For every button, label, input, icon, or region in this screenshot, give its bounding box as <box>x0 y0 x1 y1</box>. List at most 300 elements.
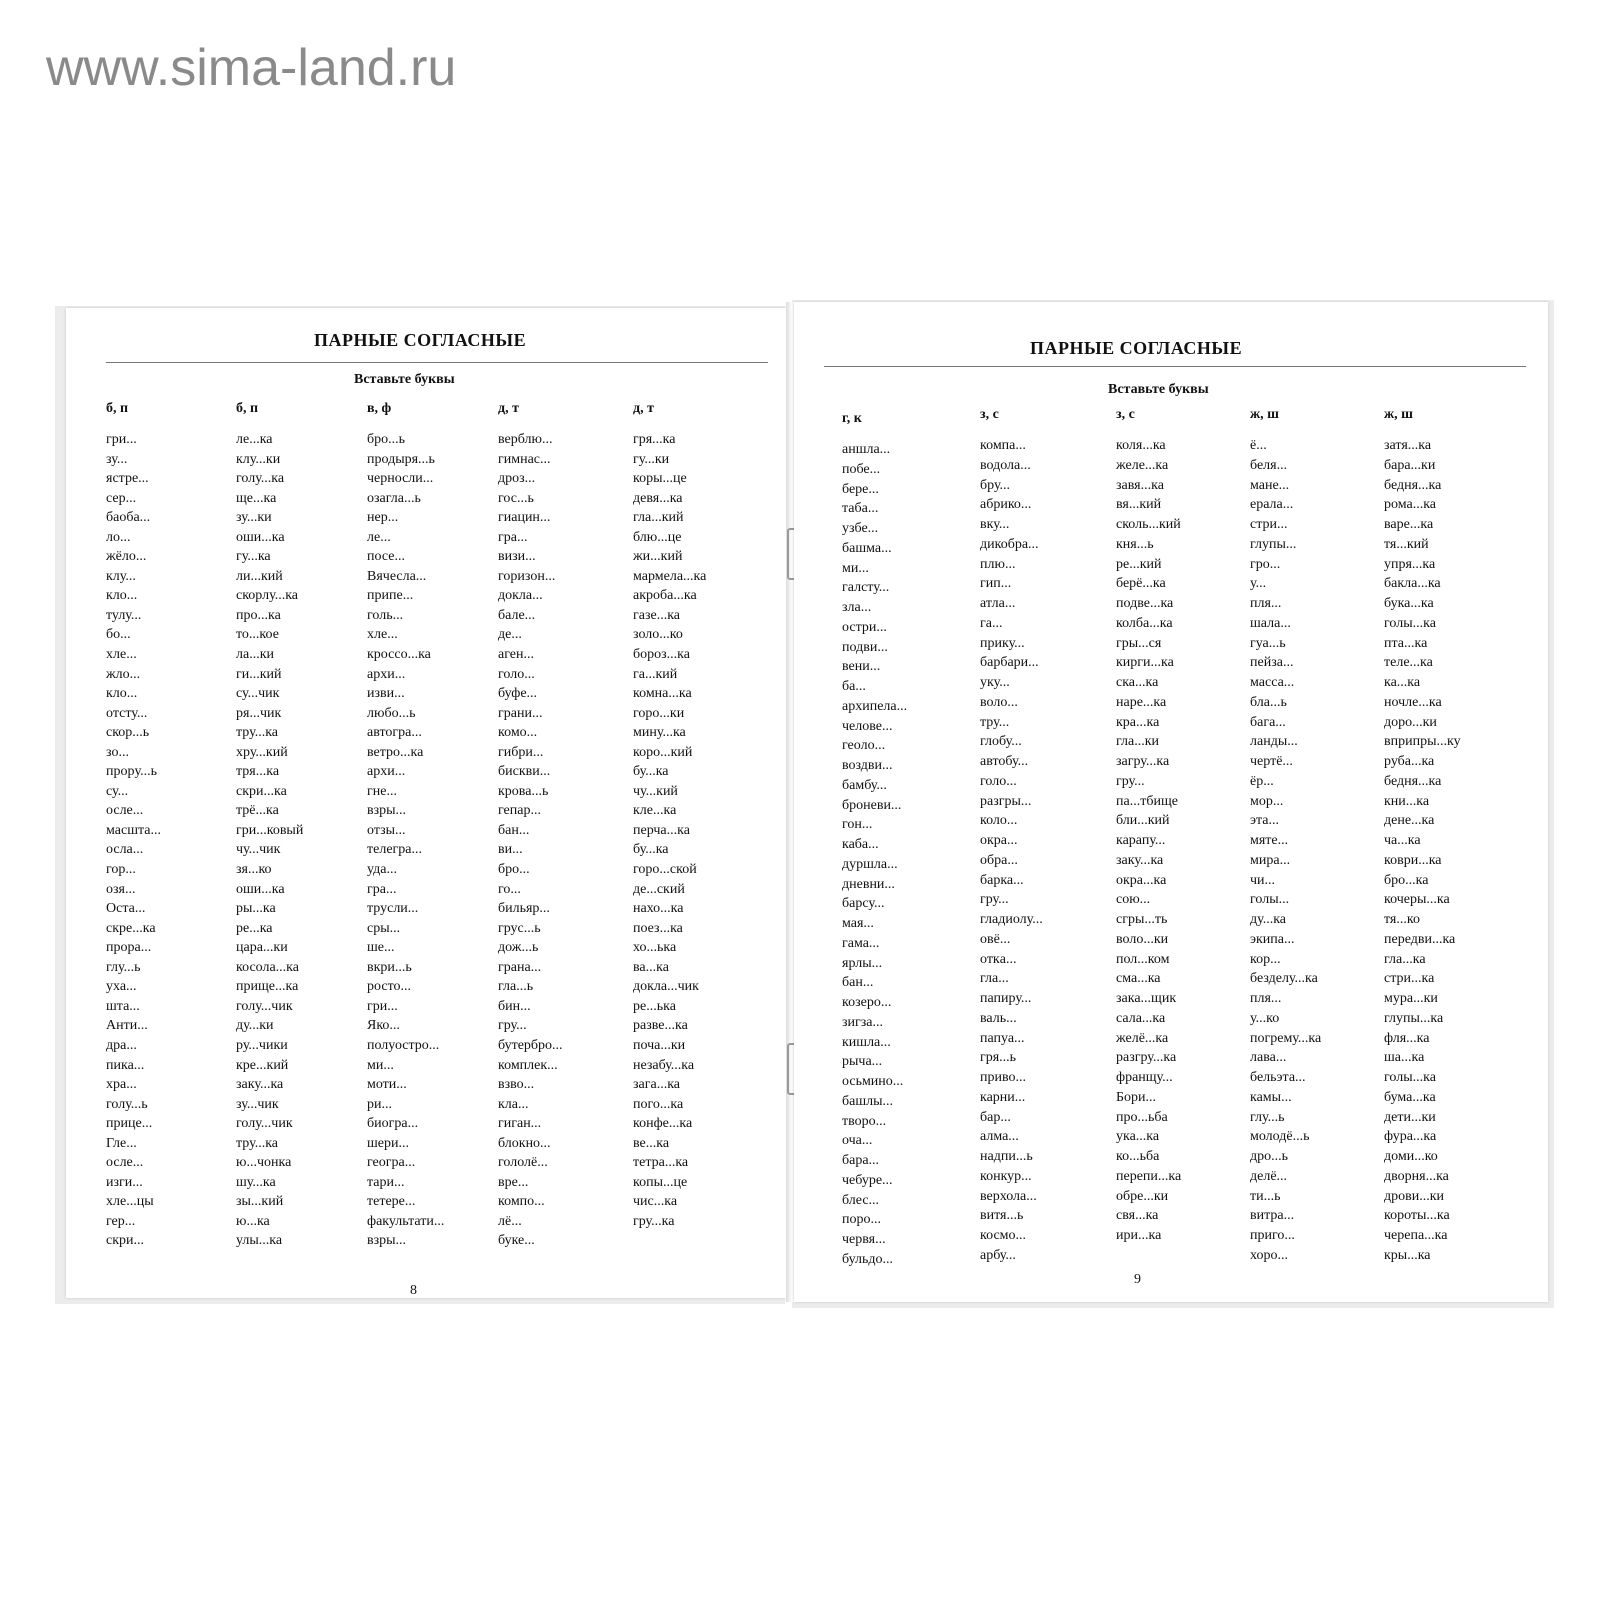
word-item: ло... <box>106 529 131 545</box>
word-item: зу... <box>106 451 128 467</box>
word-item: дене...ка <box>1384 813 1435 829</box>
word-item: геоло... <box>842 738 886 754</box>
word-item: про...ьба <box>1116 1109 1168 1125</box>
word-item: у...ко <box>1250 1010 1280 1026</box>
word-item: зы...кий <box>236 1194 284 1210</box>
word-item: ска...ка <box>1116 675 1159 690</box>
word-item: пол...ком <box>1116 951 1170 967</box>
word-item: голы...ка <box>1384 615 1436 631</box>
word-item: озя... <box>106 881 136 897</box>
word-item: воло...ки <box>1116 931 1169 947</box>
word-item: коры...це <box>633 471 687 487</box>
word-item: завя...ка <box>1116 477 1164 493</box>
column-header: з, с <box>980 407 999 422</box>
word-item: ка...ка <box>1384 675 1421 690</box>
word-item: бульдо... <box>842 1251 893 1267</box>
word-item: грус...ь <box>498 920 541 936</box>
word-item: гор... <box>106 862 136 878</box>
word-item: окра... <box>980 833 1018 848</box>
word-item: дра... <box>106 1037 137 1053</box>
word-item: хле... <box>367 627 398 643</box>
word-item: гра... <box>498 529 528 545</box>
word-item: откa... <box>980 951 1017 967</box>
word-item: гря...ь <box>980 1050 1017 1066</box>
word-item: бороз...ка <box>633 647 690 663</box>
word-item: ре...кий <box>1116 556 1162 572</box>
column-header: д, т <box>633 401 654 416</box>
word-item: перепи...ка <box>1116 1168 1182 1184</box>
word-item: шала... <box>1250 615 1291 631</box>
word-item: грани... <box>498 705 543 721</box>
word-item: витя...ь <box>980 1208 1024 1224</box>
word-item: стри... <box>1250 517 1288 532</box>
word-column-5 <box>633 400 706 1231</box>
word-item: буке... <box>498 1233 535 1249</box>
word-item: гу...ка <box>236 549 271 565</box>
word-item: космо... <box>980 1228 1027 1243</box>
word-item: гибри... <box>498 744 544 760</box>
word-item: ми... <box>842 560 869 576</box>
word-item: бру... <box>980 477 1011 493</box>
word-item: горизон... <box>498 568 556 584</box>
word-item: бука...ка <box>1384 596 1434 611</box>
word-item: газе...ка <box>633 607 681 623</box>
word-item: разгры... <box>980 793 1032 809</box>
word-item: пика... <box>106 1057 145 1073</box>
word-column-1 <box>106 400 161 1251</box>
word-item: клу... <box>106 568 136 584</box>
word-item: прище...ка <box>236 979 299 995</box>
word-item: изви... <box>367 686 405 702</box>
word-item: цара...ки <box>236 940 288 956</box>
word-item: бан... <box>842 975 874 991</box>
word-item: скре...ка <box>106 920 156 936</box>
word-item: шта... <box>106 998 140 1014</box>
word-item: уку... <box>980 675 1010 690</box>
word-item: росто... <box>367 979 411 995</box>
word-item: хле...цы <box>106 1194 154 1210</box>
word-item: бутербро... <box>498 1037 563 1053</box>
word-item: бале... <box>498 607 536 623</box>
word-item: тру...ка <box>236 1135 279 1151</box>
word-item: гимнас... <box>498 451 551 467</box>
word-item: чертё... <box>1250 754 1293 769</box>
word-item: хоро... <box>1250 1247 1288 1263</box>
word-item: голу...чик <box>236 998 293 1014</box>
word-item: тру... <box>980 714 1010 730</box>
word-item: зла... <box>842 600 872 615</box>
word-item: ле... <box>367 529 391 545</box>
word-item: короты...ка <box>1384 1208 1450 1224</box>
word-item: гра... <box>367 881 397 897</box>
column-header: б, п <box>106 401 129 416</box>
word-item: черепа...ка <box>1384 1228 1448 1243</box>
word-item: скри... <box>106 1233 145 1249</box>
word-item: прику... <box>980 635 1025 651</box>
word-item: го... <box>498 881 521 897</box>
word-item: кла... <box>498 1096 529 1112</box>
word-item: пейза... <box>1250 655 1294 671</box>
word-item: тулу... <box>106 607 142 623</box>
word-item: дро...ь <box>1250 1149 1289 1164</box>
word-item: бла...ь <box>1250 694 1287 710</box>
word-item: визи... <box>498 549 536 565</box>
word-item: зу...ки <box>236 510 272 526</box>
word-item: мура...ки <box>1384 991 1438 1006</box>
word-item: хра... <box>106 1077 137 1093</box>
word-item: сколь...кий <box>1116 517 1181 532</box>
word-item: су... <box>106 783 129 799</box>
word-item: побе... <box>842 461 881 477</box>
word-item: компа... <box>980 438 1026 453</box>
exercise-instruction: Вставьте буквы <box>1108 382 1209 397</box>
word-item: мая... <box>842 916 874 931</box>
word-item: вприпры...ку <box>1384 734 1461 750</box>
column-header: б, п <box>236 401 259 416</box>
word-item: бакла...ка <box>1384 576 1441 592</box>
word-column-1 <box>842 410 907 1270</box>
word-item: горо...ки <box>633 705 685 721</box>
word-item: проpу...ь <box>106 764 157 780</box>
word-item: желё...ка <box>1116 1030 1169 1046</box>
word-item: кня...ь <box>1116 536 1154 552</box>
word-item: оча... <box>842 1133 873 1149</box>
word-item: обра... <box>980 852 1018 868</box>
word-item: уха... <box>106 979 137 995</box>
word-item: ё... <box>1250 438 1267 453</box>
word-column-2 <box>980 406 1043 1266</box>
word-item: мира... <box>1250 852 1291 868</box>
word-item: ча...ка <box>1384 833 1421 848</box>
word-item: гри... <box>106 432 137 447</box>
word-item: тя...кий <box>1384 536 1429 552</box>
word-item: червя... <box>842 1232 886 1247</box>
word-item: архи... <box>367 764 406 780</box>
word-item: овё... <box>980 931 1011 947</box>
word-item: бедня...ка <box>1384 477 1442 493</box>
title-divider <box>824 366 1526 367</box>
word-item: экипа... <box>1250 931 1295 947</box>
word-item: стри...ка <box>1384 971 1435 987</box>
word-item: франщу... <box>1116 1070 1173 1085</box>
word-item: нер... <box>367 510 399 526</box>
word-item: передви...ка <box>1384 931 1456 947</box>
word-item: хо...ька <box>633 940 677 956</box>
word-item: гру...ка <box>633 1213 675 1229</box>
word-item: улы...ка <box>236 1233 283 1249</box>
word-item: ша...ка <box>1384 1050 1425 1066</box>
word-item: гос...ь <box>498 490 534 506</box>
word-item: бар... <box>980 1109 1011 1125</box>
word-item: подве...ка <box>1116 596 1174 611</box>
word-item: дневни... <box>842 876 895 892</box>
word-item: гон... <box>842 817 873 833</box>
word-item: ти...ь <box>1250 1188 1281 1204</box>
word-item: голо... <box>980 773 1017 789</box>
word-item: блес... <box>842 1192 880 1208</box>
word-item: взво... <box>498 1077 535 1093</box>
word-item: барсу... <box>842 896 885 912</box>
word-list <box>842 440 907 1270</box>
word-item: хле... <box>106 647 137 663</box>
word-item: поез...ка <box>633 920 683 936</box>
title-divider <box>106 362 768 363</box>
word-item: хру...кий <box>236 744 288 760</box>
word-item: архи... <box>367 666 406 682</box>
word-item: водола... <box>980 457 1031 473</box>
word-item: мармела...ка <box>633 568 707 584</box>
word-item: бере... <box>842 481 879 497</box>
word-item: гиацин... <box>498 510 551 526</box>
word-item: желе...ка <box>1116 457 1169 473</box>
word-item: ветро...ка <box>367 744 424 760</box>
word-item: взры... <box>367 803 407 819</box>
word-item: любо...ь <box>367 705 416 721</box>
word-item: пта...ка <box>1384 635 1428 651</box>
word-item: таба... <box>842 501 879 517</box>
word-item: ири...ка <box>1116 1228 1162 1243</box>
word-item: голу...ь <box>106 1096 148 1112</box>
word-item: голь... <box>367 607 404 623</box>
word-item: пля... <box>1250 991 1282 1006</box>
word-item: делё... <box>1250 1168 1288 1184</box>
column-header: ж, ш <box>1250 407 1279 422</box>
word-item: мяте... <box>1250 833 1289 848</box>
word-item: гне... <box>367 783 397 799</box>
word-item: творо... <box>842 1113 887 1129</box>
word-item: изги... <box>106 1174 143 1190</box>
word-item: полуостро... <box>367 1037 440 1053</box>
word-item: ря...чик <box>236 705 282 721</box>
word-item: рома...ка <box>1384 497 1437 513</box>
word-item: ба... <box>842 679 866 694</box>
word-item: вкри...ь <box>367 959 412 975</box>
page-number: 8 <box>410 1283 417 1298</box>
word-item: теле...ка <box>1384 655 1433 671</box>
word-item: поро... <box>842 1212 881 1228</box>
word-item: глу...ь <box>106 959 141 975</box>
word-item: факультати... <box>367 1213 445 1229</box>
word-item: гру... <box>1116 773 1145 789</box>
word-column-3 <box>367 400 444 1251</box>
word-list <box>980 436 1043 1266</box>
word-item: глобу... <box>980 734 1022 750</box>
word-item: жло... <box>106 666 141 682</box>
word-item: Яко... <box>367 1018 400 1034</box>
word-item: ланды... <box>1250 734 1298 750</box>
column-header: з, с <box>1116 407 1135 422</box>
word-item: варе...ка <box>1384 517 1434 532</box>
word-item: вя...кий <box>1116 497 1162 513</box>
word-item: дети...ки <box>1384 1109 1436 1125</box>
page-title: ПАРНЫЕ СОГЛАСНЫЕ <box>314 330 527 350</box>
word-list <box>367 430 444 1251</box>
word-item: зу...чик <box>236 1096 279 1112</box>
word-item: разве...ка <box>633 1018 688 1034</box>
word-item: верхола... <box>980 1188 1037 1204</box>
word-item: коври...ка <box>1384 852 1442 868</box>
word-item: узбе... <box>842 521 879 536</box>
word-item: дож...ь <box>498 940 539 956</box>
word-item: погрему...ка <box>1250 1030 1322 1046</box>
word-list <box>106 430 161 1251</box>
page-number: 9 <box>1134 1272 1141 1287</box>
word-item: обре...ки <box>1116 1188 1169 1204</box>
word-item: осле... <box>106 1155 144 1171</box>
word-item: блокно... <box>498 1135 551 1151</box>
word-item: окра...ка <box>1116 872 1167 888</box>
word-item: трё...ка <box>236 803 279 819</box>
word-item: кочеры...ка <box>1384 892 1450 908</box>
word-item: перча...ка <box>633 822 690 838</box>
word-item: чу...чик <box>236 842 281 858</box>
word-item: папиру... <box>980 991 1032 1006</box>
word-item: зигза... <box>842 1014 884 1030</box>
word-item: ве...ка <box>633 1135 670 1151</box>
word-item: абрико... <box>980 497 1032 513</box>
word-item: козеро... <box>842 995 892 1010</box>
word-item: наре...ка <box>1116 694 1167 710</box>
word-item: ду...ки <box>236 1018 274 1034</box>
word-item: дроз... <box>498 471 536 487</box>
word-item: незабу...ка <box>633 1057 695 1073</box>
word-item: докла... <box>498 588 543 604</box>
word-item: карни... <box>980 1089 1026 1105</box>
word-item: мину...ка <box>633 725 686 741</box>
word-item: подви... <box>842 639 888 655</box>
word-item: гла... <box>980 971 1009 987</box>
word-item: Оста... <box>106 901 146 917</box>
word-item: осьмино... <box>842 1074 904 1089</box>
word-item: ёр... <box>1250 773 1274 789</box>
site-watermark: www.sima-land.ru <box>46 39 457 97</box>
word-item: кры...ка <box>1384 1247 1431 1263</box>
word-item: ука...ка <box>1116 1129 1160 1145</box>
word-item: молодё...ь <box>1250 1129 1310 1145</box>
word-item: ри... <box>367 1096 392 1112</box>
word-item: воло... <box>980 694 1018 710</box>
word-item: зя...ко <box>236 862 272 878</box>
word-item: отзы... <box>367 822 406 838</box>
word-item: фля...ка <box>1384 1030 1430 1046</box>
word-item: га... <box>980 615 1003 631</box>
word-item: комо... <box>498 725 538 741</box>
word-item: доми...ко <box>1384 1149 1438 1164</box>
word-item: чи... <box>1250 872 1276 888</box>
word-item: гиган... <box>498 1116 542 1132</box>
word-item: золо...ко <box>633 627 683 643</box>
word-item: бро...ка <box>1384 872 1429 888</box>
word-item: ярлы... <box>842 955 883 971</box>
word-item: кло... <box>106 588 138 604</box>
word-item: взры... <box>367 1233 407 1249</box>
page-title: ПАРНЫЕ СОГЛАСНЫЕ <box>1030 338 1243 358</box>
word-item: кло... <box>106 686 138 702</box>
word-item: ко...ьба <box>1116 1149 1160 1164</box>
word-item: гла...кий <box>633 510 684 526</box>
word-item: клу...ки <box>236 451 281 467</box>
word-item: гладиолу... <box>980 912 1043 927</box>
word-item: конкур... <box>980 1168 1032 1184</box>
word-item: скри...ка <box>236 783 287 799</box>
word-item: де... <box>498 627 522 643</box>
word-item: бара... <box>842 1153 880 1168</box>
word-column-5 <box>1384 406 1461 1266</box>
word-item: моти... <box>367 1077 407 1093</box>
word-item: гуа...ь <box>1250 635 1286 651</box>
word-item: дикобра... <box>980 536 1039 552</box>
word-item: сала...ка <box>1116 1010 1166 1026</box>
word-item: бин... <box>498 998 531 1014</box>
word-item: зага...ка <box>633 1077 681 1093</box>
word-item: затя...ка <box>1384 438 1432 453</box>
word-item: ги...кий <box>236 666 282 682</box>
word-item: ры...ка <box>236 901 276 917</box>
word-item: челове... <box>842 718 893 734</box>
word-item: тетра...ка <box>633 1155 689 1171</box>
word-item: припе... <box>367 588 414 604</box>
word-item: бельэта... <box>1250 1070 1306 1085</box>
word-item: барбари... <box>980 655 1039 671</box>
word-item: коля...ка <box>1116 438 1166 453</box>
word-item: гла...ь <box>498 979 534 995</box>
word-item: гри...ковый <box>236 822 304 838</box>
word-item: карапу... <box>1116 833 1166 848</box>
column-header: г, к <box>842 411 862 426</box>
word-item: заку...ка <box>1116 852 1164 868</box>
word-item: тетере... <box>367 1194 416 1210</box>
word-item: ла...ки <box>236 647 274 663</box>
word-column-2 <box>236 400 303 1251</box>
word-item: приво... <box>980 1070 1026 1085</box>
word-item: тя...ко <box>1384 912 1420 927</box>
word-item: глупы... <box>1250 536 1297 552</box>
word-item: каба... <box>842 837 879 852</box>
word-item: продыря...ь <box>367 451 435 467</box>
word-item: лё... <box>498 1213 522 1229</box>
word-item: комплек... <box>498 1057 558 1073</box>
word-item: барка... <box>980 872 1024 888</box>
word-list <box>1116 436 1181 1246</box>
word-item: крова...ь <box>498 783 549 799</box>
word-item: камы... <box>1250 1089 1292 1105</box>
word-item: поча...ки <box>633 1037 686 1053</box>
word-item: ли...кий <box>236 568 283 584</box>
word-item: осле... <box>106 803 144 819</box>
word-item: ре...ька <box>633 998 676 1014</box>
word-item: коло... <box>980 813 1018 829</box>
word-item: кле...ка <box>633 803 677 819</box>
word-item: блю...це <box>633 529 682 545</box>
word-item: оши...ка <box>236 881 285 897</box>
word-item: валь... <box>980 1010 1017 1026</box>
word-item: посе... <box>367 549 405 565</box>
word-item: голы...ка <box>1384 1070 1436 1085</box>
word-item: бедня...ка <box>1384 773 1442 789</box>
word-list <box>498 430 563 1251</box>
word-item: скор...ь <box>106 725 150 741</box>
word-item: чебуре... <box>842 1172 893 1188</box>
word-item: бро... <box>498 862 530 878</box>
word-item: зака...щик <box>1116 991 1177 1006</box>
word-item: упря...ка <box>1384 556 1436 572</box>
word-item: гама... <box>842 935 880 951</box>
word-item: приго... <box>1250 1228 1295 1243</box>
word-item: кре...кий <box>236 1057 289 1073</box>
word-item: мане... <box>1250 477 1290 493</box>
word-item: витра... <box>1250 1208 1295 1224</box>
word-item: акроба...ка <box>633 588 697 604</box>
